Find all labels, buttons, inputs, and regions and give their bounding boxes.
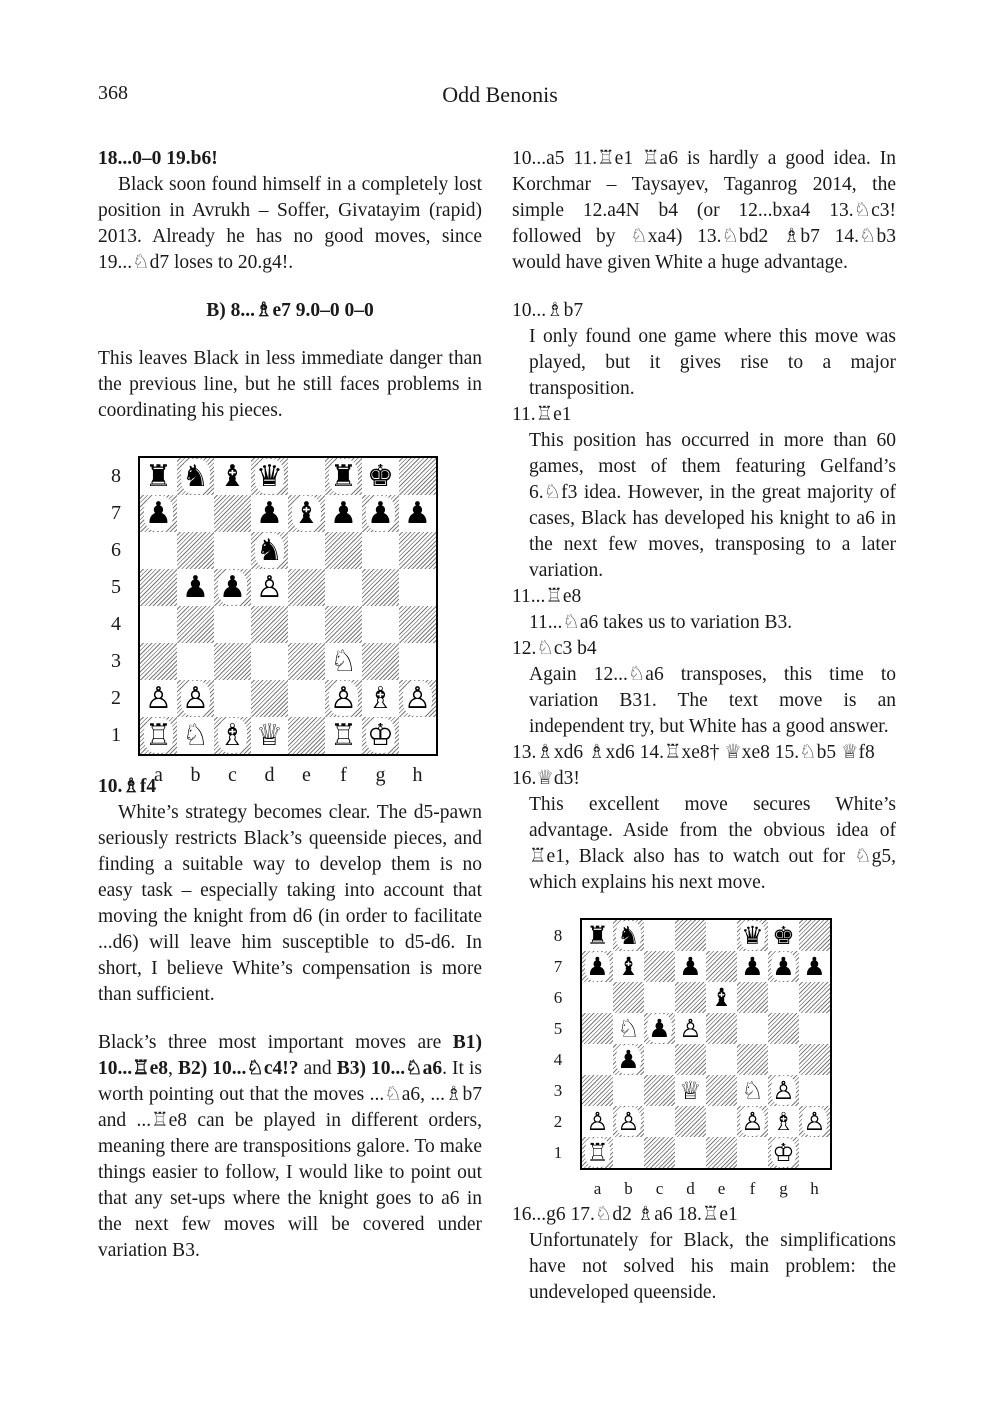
square-f1 xyxy=(737,1137,768,1169)
rank-label: 3 xyxy=(553,1081,563,1100)
square-h4 xyxy=(799,1044,831,1075)
square-g7 xyxy=(362,495,399,532)
square-d2 xyxy=(675,1106,706,1137)
chess-piece-icon: ♚ xyxy=(367,459,394,494)
square-c6 xyxy=(644,982,675,1013)
paragraph: 10...a5 11.♖e1 ♖a6 is hardly a good idea. In Korchmar – Taysayev, Taganrog 2014, the simple 12.a4N b4 (or 12...bxa4 13.♘c3! followed by ♘xa4) 13.♘bd2 ♗b7 14.♘b3 would have given White a huge advantage. xyxy=(512,148,896,273)
chess-piece-icon: ♜ xyxy=(330,459,357,494)
square-f6 xyxy=(325,532,362,569)
square-g2 xyxy=(768,1106,799,1137)
square-c5 xyxy=(644,1013,675,1044)
square-d3 xyxy=(675,1075,706,1106)
square-d2 xyxy=(251,680,288,717)
chess-piece-icon: ♗ xyxy=(367,681,394,716)
square-d8 xyxy=(251,457,288,495)
left-column xyxy=(98,146,482,1264)
square-c1 xyxy=(214,717,251,755)
file-label: g xyxy=(779,1179,788,1198)
square-a5 xyxy=(581,1013,613,1044)
square-b6 xyxy=(613,982,644,1013)
square-e4 xyxy=(706,1044,737,1075)
rank-label: 8 xyxy=(111,465,121,487)
square-d1 xyxy=(251,717,288,755)
square-a2 xyxy=(139,680,177,717)
square-e2 xyxy=(706,1106,737,1137)
rank-label: 1 xyxy=(111,724,121,746)
square-b2 xyxy=(177,680,214,717)
square-c4 xyxy=(644,1044,675,1075)
chess-piece-icon: ♙ xyxy=(772,1076,795,1105)
square-f4 xyxy=(325,606,362,643)
chess-diagram-2 xyxy=(512,896,896,1202)
square-a3 xyxy=(139,643,177,680)
rank-label: 6 xyxy=(111,539,121,561)
square-b4 xyxy=(613,1044,644,1075)
chess-piece-icon: ♛ xyxy=(256,459,283,494)
annotation: 11...♘a6 takes us to variation B3. xyxy=(529,612,793,633)
rank-label: 4 xyxy=(553,1050,563,1069)
file-label: g xyxy=(375,764,386,786)
annotation: This position has occurred in more than 60 games, most of them featuring Gelfand’s 6.♘f3 idea. However, in the great majority of cases, Black has developed his knight to a6 in the next few moves, transposing to a later variation. xyxy=(529,430,896,581)
square-h2 xyxy=(799,1106,831,1137)
chess-piece-icon: ♙ xyxy=(741,1107,764,1136)
rank-label: 5 xyxy=(553,1019,563,1038)
square-c7 xyxy=(644,951,675,982)
square-d4 xyxy=(675,1044,706,1075)
chess-piece-icon: ♕ xyxy=(679,1076,702,1105)
page-number: 368 xyxy=(98,82,128,104)
paragraph: White’s strategy becomes clear. The d5-pawn seriously restricts Black’s queenside pieces, and finding a suitable way to develop them is no easy task – especially taking into account that moving the knight from d6 (in order to facilitate ...d6) will leave him susceptible to d5-d6. In short, I believe White’s compensation is more than sufficient. xyxy=(98,802,482,1005)
square-c3 xyxy=(214,643,251,680)
square-e7 xyxy=(706,951,737,982)
square-f8 xyxy=(737,919,768,951)
square-d1 xyxy=(675,1137,706,1169)
square-g6 xyxy=(362,532,399,569)
square-d6 xyxy=(675,982,706,1013)
square-b6 xyxy=(177,532,214,569)
chess-piece-icon: ♘ xyxy=(330,644,357,679)
square-e2 xyxy=(288,680,325,717)
square-a3 xyxy=(581,1075,613,1106)
chess-piece-icon: ♙ xyxy=(145,681,172,716)
file-label: a xyxy=(154,764,163,786)
square-f4 xyxy=(737,1044,768,1075)
square-f8 xyxy=(325,457,362,495)
chessboard-2 xyxy=(580,918,832,1170)
square-g8 xyxy=(768,919,799,951)
chess-piece-icon: ♜ xyxy=(145,459,172,494)
square-a1 xyxy=(139,717,177,755)
square-g1 xyxy=(768,1137,799,1169)
square-c8 xyxy=(214,457,251,495)
square-a6 xyxy=(139,532,177,569)
square-e6 xyxy=(288,532,325,569)
square-e1 xyxy=(706,1137,737,1169)
square-g4 xyxy=(362,606,399,643)
chess-piece-icon: ♚ xyxy=(772,921,795,950)
square-g2 xyxy=(362,680,399,717)
move-line: 11...♖e8 xyxy=(512,586,582,607)
square-a8 xyxy=(581,919,613,951)
square-b3 xyxy=(177,643,214,680)
square-f5 xyxy=(325,569,362,606)
square-h3 xyxy=(399,643,437,680)
rank-label: 4 xyxy=(111,613,121,635)
file-label: c xyxy=(228,764,237,786)
chess-piece-icon: ♟ xyxy=(256,496,283,531)
square-h5 xyxy=(399,569,437,606)
paragraph: Black soon found himself in a completely lost position in Avrukh – Soffer, Givatayim (rapid) 2013. Already he has no good moves, since 19...♘d7 loses to 20.g4!. xyxy=(98,174,482,273)
square-e8 xyxy=(706,919,737,951)
square-g8 xyxy=(362,457,399,495)
rank-label: 8 xyxy=(553,926,563,945)
square-a4 xyxy=(139,606,177,643)
square-b1 xyxy=(613,1137,644,1169)
square-b4 xyxy=(177,606,214,643)
chess-piece-icon: ♖ xyxy=(330,718,357,753)
rank-label: 2 xyxy=(553,1112,563,1131)
move-heading-10: 10.♗f4 xyxy=(98,776,157,797)
square-e3 xyxy=(288,643,325,680)
chess-piece-icon: ♖ xyxy=(145,718,172,753)
square-d5 xyxy=(675,1013,706,1044)
chess-piece-icon: ♙ xyxy=(404,681,431,716)
chess-piece-icon: ♟ xyxy=(367,496,394,531)
square-d3 xyxy=(251,643,288,680)
file-label: a xyxy=(593,1179,602,1198)
rank-label: 7 xyxy=(111,502,121,524)
chess-piece-icon: ♘ xyxy=(617,1014,640,1043)
square-h7 xyxy=(399,495,437,532)
square-e8 xyxy=(288,457,325,495)
rank-label: 2 xyxy=(111,687,121,709)
chess-piece-icon: ♟ xyxy=(182,570,209,605)
paragraph: This leaves Black in less immediate danger than the previous line, but he still faces problems in coordinating his pieces. xyxy=(98,348,482,421)
chess-piece-icon: ♗ xyxy=(219,718,246,753)
chess-piece-icon: ♟ xyxy=(219,570,246,605)
running-head: Odd Benonis xyxy=(442,82,558,107)
chess-diagram-1 xyxy=(98,424,482,786)
file-label: h xyxy=(412,764,423,786)
chess-piece-icon: ♔ xyxy=(772,1138,795,1167)
square-a5 xyxy=(139,569,177,606)
square-a7 xyxy=(139,495,177,532)
move-line: 10...♗b7 xyxy=(512,300,584,321)
square-b5 xyxy=(177,569,214,606)
chess-piece-icon: ♛ xyxy=(741,921,764,950)
square-b7 xyxy=(613,951,644,982)
chess-piece-icon: ♘ xyxy=(741,1076,764,1105)
file-label: b xyxy=(190,764,201,786)
chess-piece-icon: ♟ xyxy=(803,952,826,981)
square-f1 xyxy=(325,717,362,755)
chess-piece-icon: ♘ xyxy=(182,718,209,753)
file-label: e xyxy=(717,1179,726,1198)
square-e6 xyxy=(706,982,737,1013)
square-g6 xyxy=(768,982,799,1013)
square-a6 xyxy=(581,982,613,1013)
square-c4 xyxy=(214,606,251,643)
chess-piece-icon: ♙ xyxy=(330,681,357,716)
chess-piece-icon: ♟ xyxy=(648,1014,671,1043)
square-e7 xyxy=(288,495,325,532)
square-c5 xyxy=(214,569,251,606)
square-f7 xyxy=(737,951,768,982)
square-b2 xyxy=(613,1106,644,1137)
chess-piece-icon: ♟ xyxy=(145,496,172,531)
move-line: 13.♗xd6 ♗xd6 14.♖xe8† ♕xe8 15.♘b5 ♕f8 16.♕d3! xyxy=(512,742,875,789)
rank-label: 1 xyxy=(553,1143,563,1162)
chess-piece-icon: ♖ xyxy=(586,1138,609,1167)
chess-piece-icon: ♟ xyxy=(330,496,357,531)
square-a4 xyxy=(581,1044,613,1075)
chess-piece-icon: ♝ xyxy=(293,496,320,531)
square-f7 xyxy=(325,495,362,532)
chess-piece-icon: ♝ xyxy=(617,952,640,981)
square-b5 xyxy=(613,1013,644,1044)
chess-piece-icon: ♗ xyxy=(772,1107,795,1136)
square-a8 xyxy=(139,457,177,495)
right-column xyxy=(512,146,896,1306)
chess-piece-icon: ♞ xyxy=(182,459,209,494)
chess-piece-icon: ♞ xyxy=(256,533,283,568)
chess-piece-icon: ♝ xyxy=(219,459,246,494)
square-f2 xyxy=(737,1106,768,1137)
chess-piece-icon: ♞ xyxy=(617,921,640,950)
square-c2 xyxy=(644,1106,675,1137)
square-e5 xyxy=(288,569,325,606)
square-b7 xyxy=(177,495,214,532)
move-line: 11.♖e1 xyxy=(512,404,572,425)
file-label: c xyxy=(655,1179,664,1198)
square-c8 xyxy=(644,919,675,951)
square-f6 xyxy=(737,982,768,1013)
square-g1 xyxy=(362,717,399,755)
square-e3 xyxy=(706,1075,737,1106)
square-f3 xyxy=(325,643,362,680)
file-label: d xyxy=(686,1179,695,1198)
variation-heading-b: B) 8...♗e7 9.0–0 0–0 xyxy=(206,300,374,321)
chess-piece-icon: ♟ xyxy=(617,1045,640,1074)
file-label: f xyxy=(340,764,347,786)
square-a2 xyxy=(581,1106,613,1137)
annotation: I only found one game where this move was played, but it gives rise to a major transposition. xyxy=(529,326,896,399)
square-c1 xyxy=(644,1137,675,1169)
chess-piece-icon: ♟ xyxy=(586,952,609,981)
square-a1 xyxy=(581,1137,613,1169)
variation-b3: B3) 10...♘a6 xyxy=(336,1058,443,1079)
square-f3 xyxy=(737,1075,768,1106)
square-b1 xyxy=(177,717,214,755)
chess-piece-icon: ♟ xyxy=(772,952,795,981)
square-f5 xyxy=(737,1013,768,1044)
rank-label: 5 xyxy=(111,576,121,598)
square-d6 xyxy=(251,532,288,569)
file-label: b xyxy=(624,1179,633,1198)
chessboard-1 xyxy=(138,456,438,756)
rank-label: 3 xyxy=(111,650,121,672)
square-c3 xyxy=(644,1075,675,1106)
annotation: Unfortunately for Black, the simplifications have not solved his main problem: the undeveloped queenside. xyxy=(529,1230,896,1303)
square-h7 xyxy=(799,951,831,982)
move-line: 16...g6 17.♘d2 ♗a6 18.♖e1 xyxy=(512,1204,738,1225)
variation-b1: B1) 10...♖e8 xyxy=(98,1032,482,1079)
square-h2 xyxy=(399,680,437,717)
square-h5 xyxy=(799,1013,831,1044)
square-c6 xyxy=(214,532,251,569)
square-h3 xyxy=(799,1075,831,1106)
square-e4 xyxy=(288,606,325,643)
move-line: 12.♘c3 b4 xyxy=(512,638,597,659)
chess-piece-icon: ♜ xyxy=(586,921,609,950)
rank-label: 6 xyxy=(553,988,563,1007)
chess-piece-icon: ♟ xyxy=(679,952,702,981)
square-e1 xyxy=(288,717,325,755)
square-g7 xyxy=(768,951,799,982)
square-c7 xyxy=(214,495,251,532)
file-label: h xyxy=(810,1179,819,1198)
square-g5 xyxy=(362,569,399,606)
file-label: e xyxy=(302,764,311,786)
annotation: Again 12...♘a6 transposes, this time to variation B31. The text move is an independent try, but White has a good answer. xyxy=(529,664,896,737)
chess-piece-icon: ♙ xyxy=(803,1107,826,1136)
chess-piece-icon: ♙ xyxy=(182,681,209,716)
square-d7 xyxy=(251,495,288,532)
square-a7 xyxy=(581,951,613,982)
square-h6 xyxy=(399,532,437,569)
square-d8 xyxy=(675,919,706,951)
square-h1 xyxy=(799,1137,831,1169)
square-e5 xyxy=(706,1013,737,1044)
file-label: f xyxy=(749,1179,756,1198)
square-g5 xyxy=(768,1013,799,1044)
chess-piece-icon: ♕ xyxy=(256,718,283,753)
chess-piece-icon: ♟ xyxy=(741,952,764,981)
square-b3 xyxy=(613,1075,644,1106)
square-b8 xyxy=(177,457,214,495)
square-d5 xyxy=(251,569,288,606)
move-heading-18: 18...0–0 19.b6! xyxy=(98,148,218,169)
square-d4 xyxy=(251,606,288,643)
chess-piece-icon: ♙ xyxy=(586,1107,609,1136)
square-g4 xyxy=(768,1044,799,1075)
chess-piece-icon: ♔ xyxy=(367,718,394,753)
file-label: d xyxy=(264,764,275,786)
square-h6 xyxy=(799,982,831,1013)
square-h1 xyxy=(399,717,437,755)
variation-b2: B2) 10...♘c4!? xyxy=(177,1058,299,1079)
chess-piece-icon: ♙ xyxy=(617,1107,640,1136)
rank-label: 7 xyxy=(553,957,563,976)
chess-piece-icon: ♙ xyxy=(256,570,283,605)
square-h8 xyxy=(799,919,831,951)
chess-piece-icon: ♙ xyxy=(679,1014,702,1043)
chess-piece-icon: ♟ xyxy=(404,496,431,531)
square-b8 xyxy=(613,919,644,951)
square-d7 xyxy=(675,951,706,982)
square-f2 xyxy=(325,680,362,717)
annotation: This excellent move secures White’s advantage. Aside from the obvious idea of ♖e1, Black also has to watch out for ♘g5, which explains his next move. xyxy=(529,794,896,893)
chess-piece-icon: ♝ xyxy=(710,983,733,1012)
square-g3 xyxy=(362,643,399,680)
square-g3 xyxy=(768,1075,799,1106)
paragraph-variations: Black’s three most important moves are B1) 10...♖e8, B2) 10...♘c4!? and B3) 10...♘a6. It is worth pointing out that the moves ...♘a6, ...♗b7 and ...♖e8 can be played in different orders, meaning there are transpositions galore. To make things easier to follow, I would like to point out that any set-ups where the knight goes to a6 in the next few moves will be covered under variation B3. xyxy=(98,1032,483,1261)
square-h4 xyxy=(399,606,437,643)
square-c2 xyxy=(214,680,251,717)
square-h8 xyxy=(399,457,437,495)
